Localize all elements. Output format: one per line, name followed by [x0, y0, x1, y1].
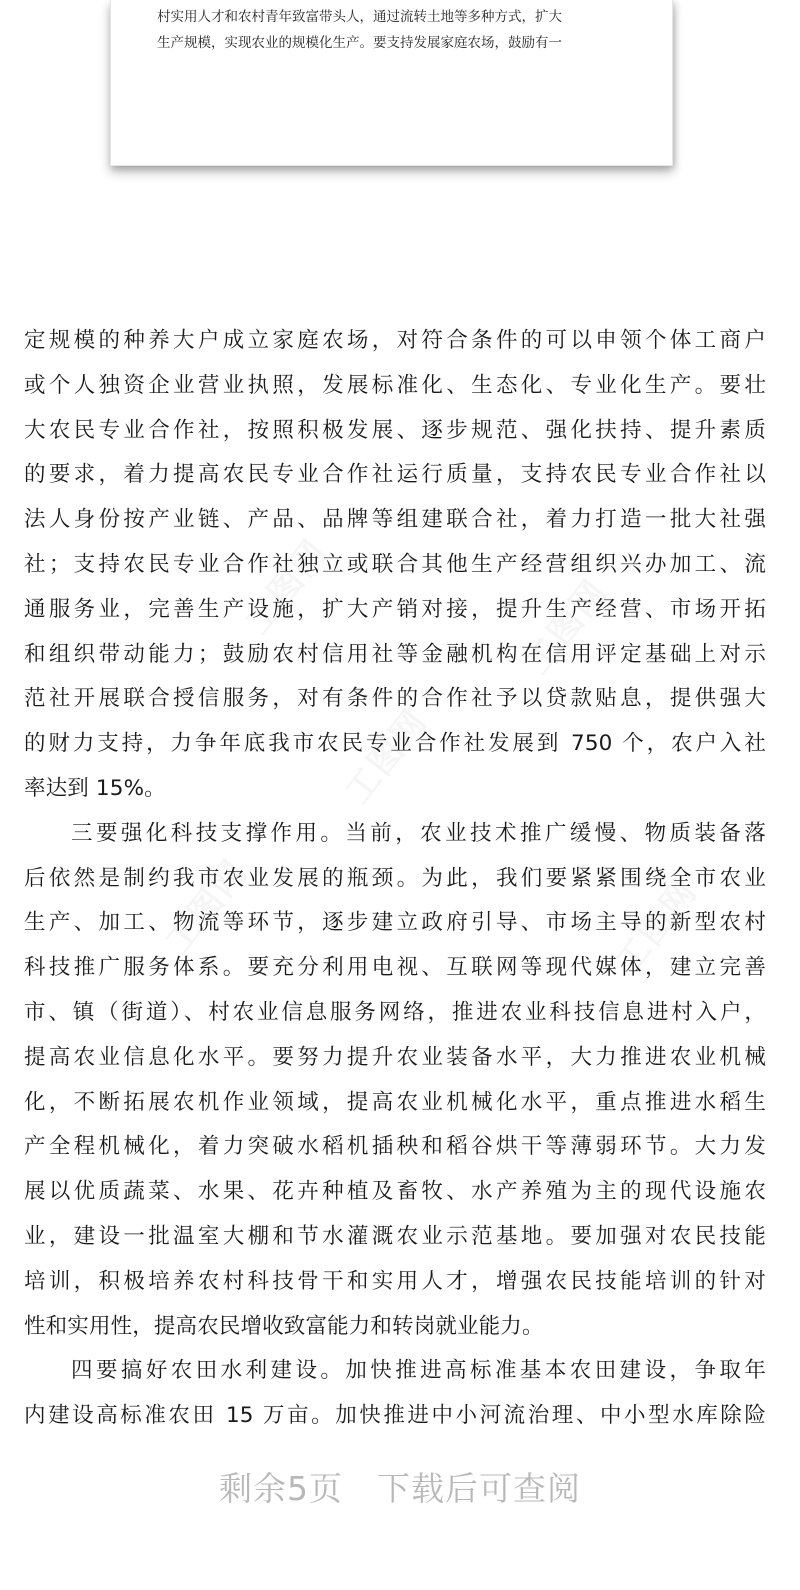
document-body	[24, 319, 766, 1439]
previous-page-line: 村实用人才和农村青年致富带头人，通过流转土地等多种方式，扩大	[157, 9, 562, 25]
body-line: 率达到 15%。	[24, 775, 166, 801]
body-line: 大农民专业合作社，按照积极发展、逐步规范、强化扶持、提升素质	[24, 417, 766, 443]
body-line: 通服务业，完善生产设施，扩大产销对接，提升生产经营、市场开拓	[24, 596, 766, 622]
body-line: 或个人独资企业营业执照，发展标准化、生态化、专业化生产。要壮	[24, 372, 766, 398]
previous-page-line: 生产规模，实现农业的规模化生产。要支持发展家庭农场，鼓励有一	[157, 35, 562, 51]
watermark-graphic: 工图网	[157, 851, 256, 962]
body-line: 科技推广服务体系。要充分利用电视、互联网等现代媒体，建立完善	[24, 955, 766, 981]
watermark-graphic: 工图网	[517, 571, 616, 682]
remaining-pages-label[interactable]: 剩余5页	[219, 1469, 343, 1508]
watermark-graphic: 工图网	[237, 531, 336, 642]
watermark-graphic: 工图网	[337, 701, 436, 812]
body-line: 的要求，着力提高农民专业合作社运行质量，支持农民专业合作社以	[24, 462, 766, 488]
body-line: 产全程机械化，着力突破水稻机插秧和稻谷烘干等薄弱环节。大力发	[24, 1134, 766, 1160]
body-line: 市、镇（街道）、村农业信息服务网络，推进农业科技信息进村入户，	[24, 999, 766, 1025]
paragraph-start-line: 四要搞好农田水利建设。加快推进高标准基本农田建设，争取年	[71, 1358, 766, 1384]
body-line: 的财力支持，力争年底我市农民专业合作社发展到 750 个，农户入社	[24, 731, 766, 757]
body-line: 提高农业信息化水平。要努力提升农业装备水平，大力推进农业机械	[24, 1044, 766, 1070]
body-line: 业，建设一批温室大棚和节水灌溉农业示范基地。要加强对农民技能	[24, 1223, 766, 1249]
watermark-graphic: 工图网	[607, 871, 706, 982]
body-line: 化，不断拓展农机作业领域，提高农业机械化水平，重点推进水稻生	[24, 1089, 766, 1115]
download-prompt[interactable]	[0, 1463, 800, 1510]
download-hint-label[interactable]: 下载后可查阅	[377, 1469, 581, 1508]
previous-page-text	[157, 4, 637, 56]
body-line: 培训，积极培养农村科技骨干和实用人才，增强农民技能培训的针对	[24, 1268, 766, 1294]
body-line: 定规模的种养大户成立家庭农场，对符合条件的可以申领个体工商户	[24, 328, 766, 353]
previous-page-card	[110, 0, 673, 166]
body-line: 性和实用性，提高农民增收致富能力和转岗就业能力。	[24, 1313, 544, 1339]
body-line: 内建设高标准农田 15 万亩。加快推进中小河流治理、中小型水库除险	[24, 1403, 766, 1429]
body-line: 后依然是制约我市农业发展的瓶颈。为此，我们要紧紧围绕全市农业	[24, 865, 766, 891]
body-line: 和组织带动能力；鼓励农村信用社等金融机构在信用评定基础上对示	[24, 641, 766, 667]
body-line: 范社开展联合授信服务，对有条件的合作社予以贷款贴息，提供强大	[24, 686, 766, 712]
paragraph-start-line: 三要强化科技支撑作用。当前，农业技术推广缓慢、物质装备落	[71, 820, 766, 846]
body-line: 社；支持农民专业合作社独立或联合其他生产经营组织兴办加工、流	[24, 551, 766, 577]
body-line: 法人身份按产业链、产品、品牌等组建联合社，着力打造一批大社强	[24, 507, 766, 533]
body-line: 生产、加工、物流等环节，逐步建立政府引导、市场主导的新型农村	[24, 910, 766, 936]
body-line: 展以优质蔬菜、水果、花卉种植及畜牧、水产养殖为主的现代设施农	[24, 1179, 766, 1205]
